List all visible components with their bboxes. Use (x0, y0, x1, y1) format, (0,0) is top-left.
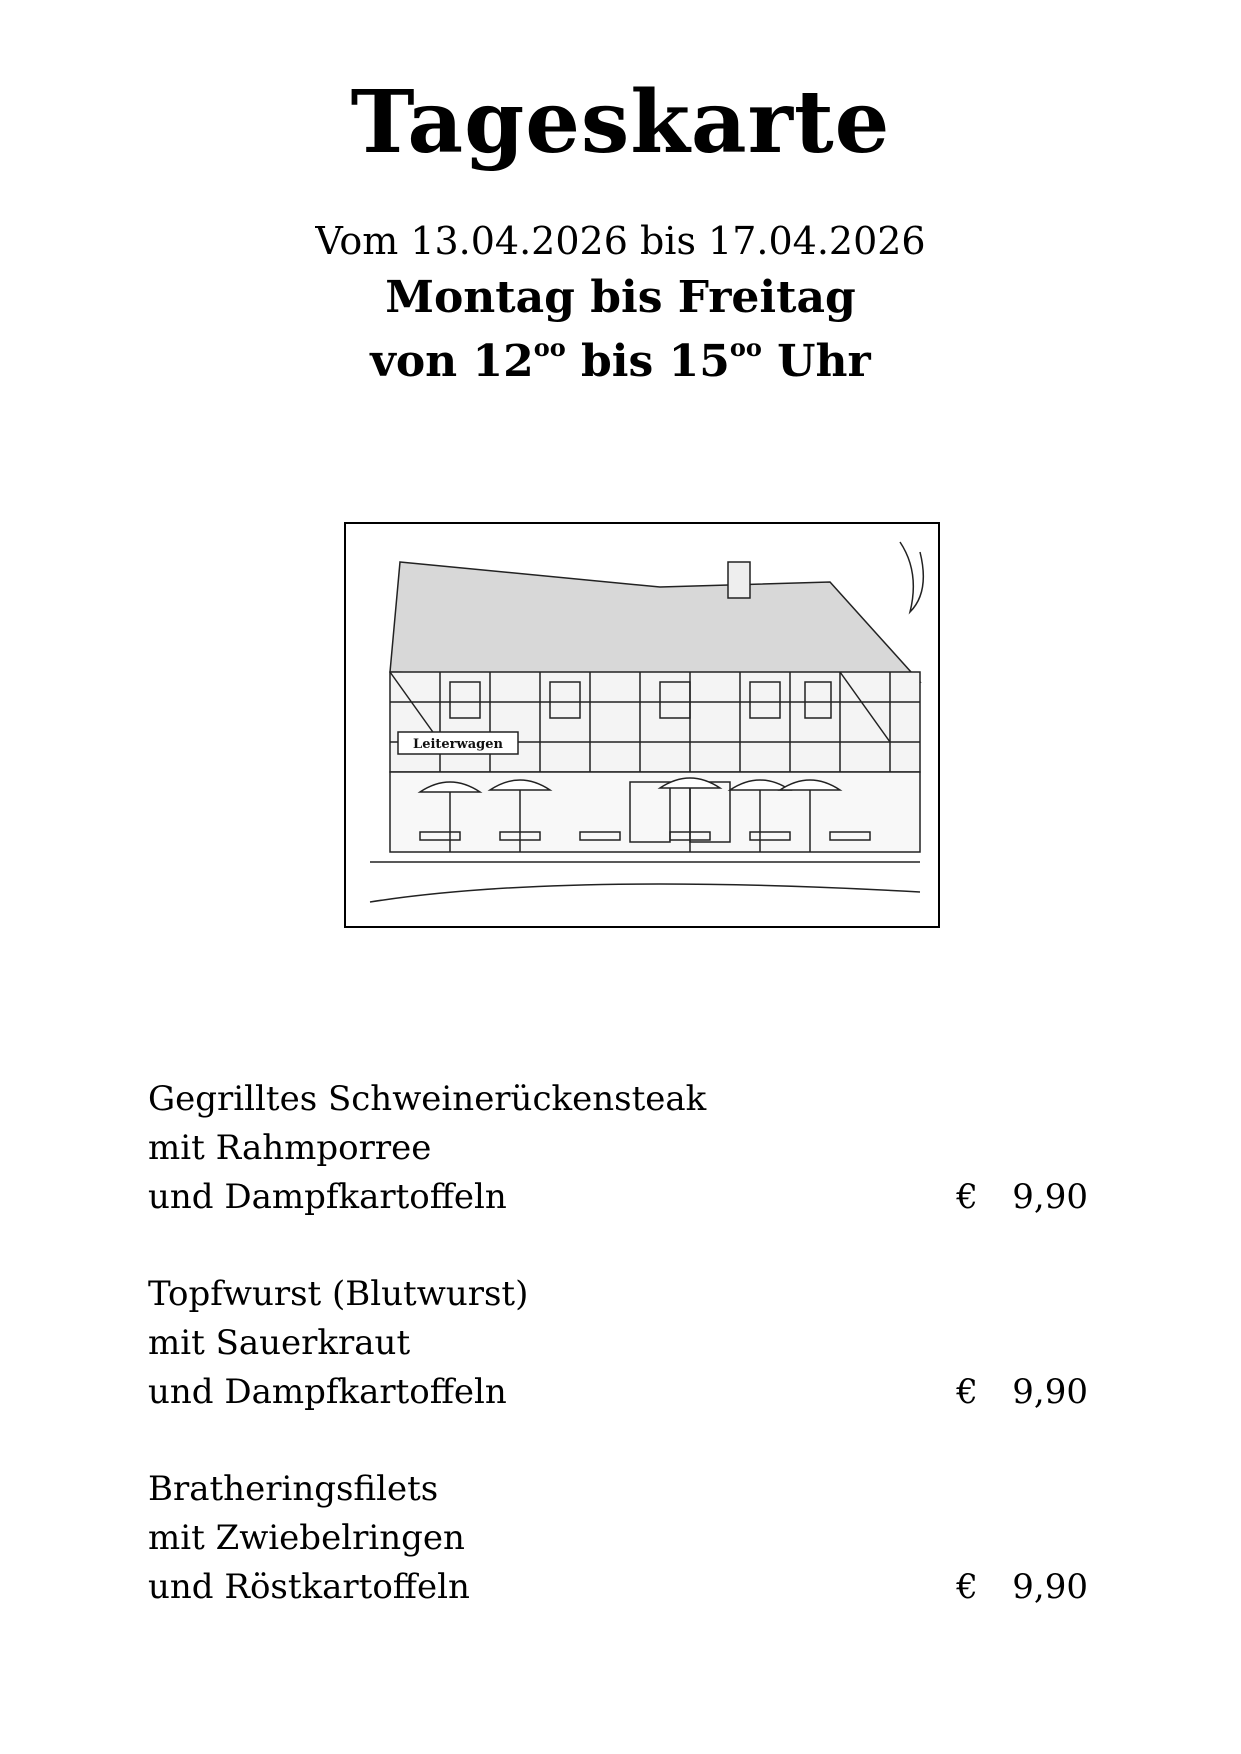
page-title: Tageskarte (350, 72, 891, 173)
price-value: 9,90 (1012, 1372, 1088, 1412)
dish-side: und Dampfkartoffeln (148, 1177, 507, 1217)
weekdays: Montag bis Freitag (385, 272, 856, 323)
time-from: von 12 (370, 336, 534, 387)
menu-item (148, 1465, 1088, 1612)
dish-price (956, 1368, 1088, 1417)
dish-price (956, 1173, 1088, 1222)
date-range: Vom 13.04.2026 bis 17.04.2026 (315, 219, 926, 263)
dish-side: mit Sauerkraut (148, 1323, 411, 1363)
dish-side: und Dampfkartoffeln (148, 1372, 507, 1412)
dish-name: Topfwurst (Blutwurst) (148, 1274, 529, 1314)
dish-side: mit Rahmporree (148, 1128, 432, 1168)
price-value: 9,90 (1012, 1567, 1088, 1607)
time-mid: bis 15 (565, 336, 730, 387)
menu-item (148, 1270, 1088, 1417)
dish-name: Bratheringsfilets (148, 1469, 439, 1509)
currency-symbol: € (956, 1177, 978, 1217)
time-from-sup: oo (533, 333, 566, 362)
dish-side: und Röstkartoffeln (148, 1567, 470, 1607)
dish-side: mit Zwiebelringen (148, 1518, 465, 1558)
price-value: 9,90 (1012, 1177, 1088, 1217)
dish-name: Gegrilltes Schweinerückensteak (148, 1079, 707, 1119)
dish-price (956, 1563, 1088, 1612)
restaurant-photo (344, 522, 940, 928)
currency-symbol: € (956, 1567, 978, 1607)
time-suffix: Uhr (761, 336, 871, 387)
building-sketch (360, 532, 926, 920)
restaurant-sign: Leiterwagen (413, 737, 503, 752)
currency-symbol: € (956, 1372, 978, 1412)
opening-hours (0, 333, 1241, 387)
time-to-sup: oo (729, 333, 762, 362)
menu-item (148, 1075, 1088, 1222)
